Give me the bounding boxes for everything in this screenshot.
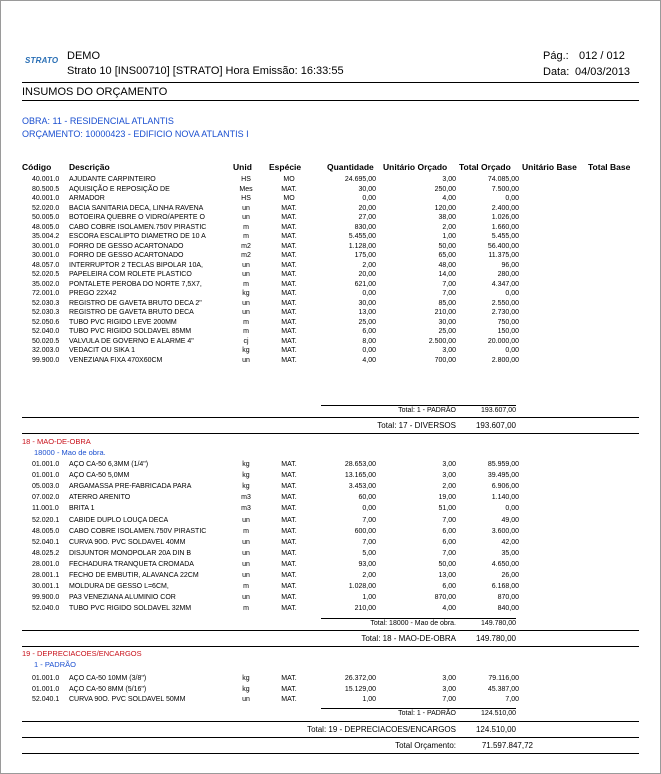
- company-name: DEMO: [67, 50, 100, 62]
- subtotal3-rule: [321, 708, 516, 709]
- table-row: 35.004.2 ESCORA ESCALIPTO DIAMETRO DE 10 A m MAT. 5.455,00 1,00 5.455,00: [32, 233, 519, 240]
- cell-codigo: 52.040.0: [32, 328, 60, 335]
- subtotal1-value: 193.607,00: [480, 407, 516, 414]
- cell-total-orcado: 7.500,00: [491, 185, 519, 193]
- cell-unitario-orcado: 7,00: [442, 516, 456, 524]
- cell-codigo: 52.020.0: [32, 204, 60, 212]
- cell-descricao: INTERRUPTOR 2 TECLAS BIPOLAR 10A,: [69, 261, 203, 269]
- cell-codigo: 50.005.0: [32, 214, 60, 221]
- cell-total-orcado: 1.140,00: [491, 494, 519, 502]
- cell-total-orcado: 2.400,00: [491, 204, 519, 212]
- cell-quantidade: 5,00: [362, 549, 376, 557]
- page-number: 012 / 012: [579, 50, 625, 62]
- cell-codigo: 01.001.0: [32, 685, 60, 693]
- cell-codigo: 52.020.5: [32, 271, 60, 278]
- cell-descricao: AÇO CA-50 6,3MM (1/4"): [69, 461, 149, 468]
- sec2-end-rule: [22, 646, 639, 647]
- total3-value: 124.510,00: [475, 725, 516, 734]
- table-row: 30.001.0 FORRO DE GESSO ACARTONADO m2 MAT. 175,00 65,00 11.375,00: [32, 252, 519, 259]
- cell-quantidade: 2,00: [362, 572, 376, 579]
- table-row: 52.020.1 CABIDE DUPLO LOUÇA DECA un MAT. 7,00 7,00 49,00: [32, 516, 519, 524]
- sec2-rule: [22, 630, 639, 631]
- cell-codigo: 48.025.2: [32, 549, 60, 557]
- cell-quantidade: 5.455,00: [348, 233, 376, 240]
- cell-quantidade: 1.128,00: [348, 242, 376, 250]
- cell-total-orcado: 3.600,00: [491, 527, 519, 535]
- cell-total-orcado: 11.375,00: [488, 252, 519, 259]
- cell-descricao: ATERRO ARENITO: [69, 494, 131, 502]
- cell-descricao: BRITA 1: [69, 505, 95, 513]
- table-row: 50.020.5 VALVULA DE GOVERNO E ALARME 4" cj MAT. 8,00 2.500,00 20.000,00: [32, 337, 519, 345]
- col-descricao: Descrição: [69, 162, 110, 172]
- cell-descricao: ESCORA ESCALIPTO DIAMETRO DE 10 A: [69, 233, 206, 240]
- cell-unitario-orcado: 38,00: [438, 214, 456, 221]
- total3-label: Total: 19 - DEPRECIACOES/ENCARGOS: [307, 725, 456, 734]
- sec3-end-rule: [22, 737, 639, 738]
- cell-total-orcado: 20.000,00: [487, 337, 519, 345]
- grand-total-rule: [22, 753, 639, 754]
- table-row: 99.900.0 VENEZIANA FIXA 470X60CM un MAT. 4,00 700,00 2.800,00: [32, 356, 519, 364]
- cell-total-orcado: 0,00: [505, 347, 519, 354]
- cell-unitario-orcado: 3,00: [442, 461, 456, 468]
- cell-codigo: 48.005.0: [32, 527, 60, 535]
- cell-quantidade: 27,00: [358, 214, 376, 221]
- cell-total-orcado: 49,00: [501, 516, 519, 524]
- cell-quantidade: 20,00: [358, 204, 376, 212]
- cell-descricao: MOLDURA DE GESSO L=6CM,: [69, 583, 169, 591]
- cell-codigo: 01.001.0: [32, 461, 60, 468]
- cell-codigo: 99.900.0: [32, 594, 60, 602]
- table-row: 28.001.1 FECHO DE EMBUTIR, ALAVANCA 22CM un MAT. 2,00 13,00 26,00: [32, 572, 519, 579]
- header-rule: [22, 82, 639, 83]
- cell-codigo: 30.001.0: [32, 252, 60, 259]
- date-value: 04/03/2013: [575, 66, 631, 78]
- cell-total-orcado: 74.085,00: [487, 176, 519, 183]
- section2-group: 18000 - Mao de obra.: [34, 448, 106, 457]
- cell-unitario-orcado: 6,00: [442, 527, 456, 535]
- cell-descricao: PAPELEIRA COM ROLETE PLASTICO: [69, 271, 192, 278]
- cell-total-orcado: 79.116,00: [488, 675, 519, 682]
- cell-total-orcado: 6.906,00: [491, 483, 519, 491]
- cell-total-orcado: 840,00: [497, 605, 519, 613]
- table-row: 48.005.0 CABO COBRE ISOLAMEN.750V PIRASTIC m MAT. 830,00 2,00 1.660,00: [32, 223, 519, 231]
- cell-unitario-orcado: 13,00: [438, 572, 456, 579]
- table-row: 30.001.1 MOLDURA DE GESSO L=6CM, m MAT. 1.028,00 6,00 6.168,00: [32, 583, 519, 591]
- date-label: Data:: [543, 66, 570, 78]
- cell-total-orcado: 35,00: [501, 549, 519, 557]
- table-row: 52.050.6 TUBO PVC RIGIDO LEVE 200MM m MAT. 25,00 30,00 750,00: [32, 318, 519, 326]
- cell-total-orcado: 0,00: [505, 195, 519, 202]
- title-rule: [22, 100, 639, 101]
- cell-total-orcado: 1.660,00: [491, 223, 519, 231]
- cell-unitario-orcado: 50,00: [438, 560, 456, 568]
- cell-codigo: 52.030.3: [32, 299, 60, 307]
- cell-descricao: REGISTRO DE GAVETA BRUTO DECA: [69, 309, 194, 316]
- cell-total-orcado: 1.026,00: [491, 214, 519, 221]
- cell-descricao: ARMADOR: [69, 195, 105, 202]
- table-row: 52.020.0 BACIA SANITARIA DECA, LINHA RAVENA un MAT. 20,00 120,00 2.400,00: [32, 204, 519, 212]
- cell-unitario-orcado: 48,00: [438, 261, 456, 269]
- cell-descricao: BOTOEIRA QUEBRE O VIDRO/APERTE O: [69, 214, 205, 221]
- cell-quantidade: 175,00: [354, 252, 376, 259]
- cell-descricao: VENEZIANA FIXA 470X60CM: [69, 356, 163, 364]
- subtotal2-label: Total: 18000 - Mao de obra.: [370, 620, 456, 627]
- cell-quantidade: 0,00: [362, 347, 376, 354]
- cell-codigo: 35.002.0: [32, 280, 60, 288]
- cell-unitario-orcado: 250,00: [434, 185, 456, 193]
- cell-descricao: FORRO DE GESSO ACARTONADO: [69, 242, 184, 250]
- grand-total-value: 71.597.847,72: [481, 741, 533, 750]
- cell-descricao: TUBO PVC RIGIDO LEVE 200MM: [69, 318, 177, 326]
- cell-unitario-orcado: 210,00: [434, 309, 456, 316]
- cell-codigo: 40.001.0: [32, 176, 60, 183]
- col-unitario-orcado: Unitário Orçado: [383, 162, 448, 172]
- cell-descricao: AÇO CA-50 8MM (5/16"): [69, 685, 147, 693]
- cell-descricao: DISJUNTOR MONOPOLAR 20A DIN B: [69, 549, 192, 557]
- cell-codigo: 07.002.0: [32, 494, 60, 502]
- table-row: 52.040.0 TUBO PVC RIGIDO SOLDAVEL 32MM m MAT. 210,00 4,00 840,00: [32, 605, 519, 613]
- section3-group: 1 - PADRÃO: [34, 660, 76, 669]
- col-unid: Unid: [233, 162, 252, 172]
- cell-unitario-orcado: 19,00: [438, 494, 456, 502]
- section2-title: 18 - MAO-DE-OBRA: [22, 437, 91, 446]
- cell-quantidade: 15.129,00: [344, 685, 376, 693]
- table-row: 32.003.0 VEDACIT OU SIKA 1 kg MAT. 0,00 3,00 0,00: [32, 347, 519, 354]
- cell-codigo: 48.057.0: [32, 261, 60, 269]
- cell-unitario-orcado: 7,00: [442, 280, 456, 288]
- cell-codigo: 32.003.0: [32, 347, 60, 354]
- cell-quantidade: 7,00: [362, 538, 376, 546]
- table-row: 52.040.1 CURVA 90O. PVC SOLDAVEL 50MM un MAT. 1,00 7,00 7,00: [32, 696, 519, 703]
- cell-codigo: 48.005.0: [32, 223, 60, 231]
- cell-descricao: VALVULA DE GOVERNO E ALARME 4": [69, 337, 194, 345]
- col-especie: Espécie: [269, 162, 302, 172]
- cell-descricao: FORRO DE GESSO ACARTONADO: [69, 252, 184, 259]
- cell-descricao: TUBO PVC RIGIDO SOLDAVEL 85MM: [69, 328, 192, 335]
- cell-quantidade: 8,00: [362, 337, 376, 345]
- cell-quantidade: 0,00: [362, 290, 376, 297]
- table-row: 72.001.0 PREGO 22X42 kg MAT. 0,00 7,00 0,00: [32, 290, 519, 297]
- cell-unitario-orcado: 30,00: [438, 318, 456, 326]
- table-row: 52.040.1 CURVA 90O. PVC SOLDAVEL 40MM un MAT. 7,00 6,00 42,00: [32, 538, 519, 546]
- cell-quantidade: 30,00: [358, 185, 376, 193]
- cell-quantidade: 30,00: [358, 299, 376, 307]
- cell-codigo: 11.001.0: [32, 505, 59, 513]
- cell-unitario-orcado: 65,00: [438, 252, 456, 259]
- table-row: 05.003.0 ARGAMASSA PRE-FABRICADA PARA kg MAT. 3.453,00 2,00 6.906,00: [32, 483, 519, 491]
- cell-unitario-orcado: 50,00: [438, 242, 456, 250]
- cell-codigo: 52.020.1: [32, 516, 60, 524]
- cell-unitario-orcado: 3,00: [442, 347, 456, 354]
- table-row: 01.001.0 AÇO CA-50 5,0MM kg MAT. 13.165,00 3,00 39.495,00: [32, 472, 519, 480]
- subtotal3-value: 124.510,00: [480, 710, 516, 717]
- cell-unitario-orcado: 4,00: [442, 195, 456, 202]
- table-row: 52.020.5 PAPELEIRA COM ROLETE PLASTICO un MAT. 20,00 14,00 280,00: [32, 271, 519, 278]
- obra-line: OBRA: 11 - RESIDENCIAL ATLANTIS: [22, 116, 174, 126]
- sec1-rule: [22, 417, 639, 418]
- cell-total-orcado: 6.168,00: [491, 583, 519, 591]
- cell-total-orcado: 7,00: [505, 696, 519, 703]
- cell-quantidade: 13.165,00: [344, 472, 376, 480]
- sec1-end-rule: [22, 433, 639, 434]
- cell-unitario-orcado: 85,00: [438, 299, 456, 307]
- col-quantidade: Quantidade: [327, 162, 374, 172]
- cell-quantidade: 2,00: [362, 261, 376, 269]
- cell-descricao: PONTALETE PEROBA DO NORTE 7,5X7,: [69, 280, 202, 288]
- grand-total-label: Total Orçamento:: [395, 741, 456, 750]
- cell-unitario-orcado: 2.500,00: [428, 337, 456, 345]
- cell-descricao: CURVA 90O. PVC SOLDAVEL 40MM: [69, 538, 186, 546]
- cell-unitario-orcado: 4,00: [442, 605, 456, 613]
- cell-descricao: CURVA 90O. PVC SOLDAVEL 50MM: [69, 696, 186, 703]
- cell-quantidade: 1,00: [362, 594, 376, 602]
- cell-unitario-orcado: 6,00: [442, 583, 456, 591]
- cell-total-orcado: 0,00: [505, 290, 519, 297]
- cell-quantidade: 6,00: [362, 328, 376, 335]
- cell-unitario-orcado: 700,00: [434, 356, 456, 364]
- cell-unitario-orcado: 3,00: [442, 176, 456, 183]
- cell-unitario-orcado: 7,00: [442, 696, 456, 703]
- cell-codigo: 99.900.0: [32, 356, 60, 364]
- cell-total-orcado: 280,00: [497, 271, 519, 278]
- col-total-orcado: Total Orçado: [459, 162, 511, 172]
- subtotal1-rule: [321, 405, 516, 406]
- cell-codigo: 35.004.2: [32, 233, 60, 240]
- cell-descricao: CABO COBRE ISOLAMEN.750V PIRASTIC: [69, 527, 207, 535]
- cell-descricao: CABIDE DUPLO LOUÇA DECA: [69, 516, 169, 524]
- cell-unitario-orcado: 51,00: [438, 505, 456, 513]
- cell-quantidade: 26.372,00: [344, 675, 376, 682]
- cell-codigo: 52.040.1: [32, 696, 60, 703]
- table-row: 40.001.0 ARMADOR HS MO 0,00 4,00 0,00: [32, 195, 519, 202]
- total1-value: 193.607,00: [475, 421, 516, 430]
- table-row: 48.057.0 INTERRUPTOR 2 TECLAS BIPOLAR 10A, un MAT. 2,00 48,00 96,00: [32, 261, 519, 269]
- table-row: 35.002.0 PONTALETE PEROBA DO NORTE 7,5X7, m MAT. 621,00 7,00 4.347,00: [32, 280, 519, 288]
- cell-codigo: 28.001.0: [32, 560, 60, 568]
- cell-descricao: PA3 VENEZIANA ALUMINIO COR: [69, 594, 176, 602]
- table-row: 80.500.5 AQUISIÇÃO E REPOSIÇÃO DE Mes MAT. 30,00 250,00 7.500,00: [32, 185, 519, 193]
- cell-codigo: 40.001.0: [32, 195, 60, 202]
- cell-descricao: TUBO PVC RIGIDO SOLDAVEL 32MM: [69, 605, 192, 613]
- cell-descricao: AQUISIÇÃO E REPOSIÇÃO DE: [69, 185, 170, 193]
- cell-total-orcado: 45.387,00: [487, 685, 519, 693]
- cell-descricao: PREGO 22X42: [69, 290, 117, 297]
- cell-quantidade: 20,00: [358, 271, 376, 278]
- cell-total-orcado: 4.650,00: [491, 560, 519, 568]
- cell-total-orcado: 4.347,00: [491, 280, 519, 288]
- subtotal2-value: 149.780,00: [480, 620, 516, 627]
- cell-quantidade: 210,00: [354, 605, 376, 613]
- cell-unitario-orcado: 3,00: [442, 675, 456, 682]
- cell-codigo: 30.001.0: [32, 242, 60, 250]
- cell-unitario-orcado: 2,00: [442, 483, 456, 491]
- cell-total-orcado: 26,00: [501, 572, 519, 579]
- cell-codigo: 50.020.5: [32, 337, 60, 345]
- table-row: 50.005.0 BOTOEIRA QUEBRE O VIDRO/APERTE O un MAT. 27,00 38,00 1.026,00: [32, 214, 519, 221]
- cell-total-orcado: 42,00: [501, 538, 519, 546]
- subtotal2-rule: [321, 618, 516, 619]
- cell-total-orcado: 150,00: [497, 328, 519, 335]
- cell-unitario-orcado: 120,00: [434, 204, 456, 212]
- page-label: Pág.:: [543, 50, 569, 62]
- cell-codigo: 52.040.0: [32, 605, 60, 613]
- cell-codigo: 72.001.0: [32, 290, 60, 297]
- cell-quantidade: 830,00: [354, 223, 376, 231]
- cell-unitario-orcado: 3,00: [442, 472, 456, 480]
- table-row: 52.030.3 REGISTRO DE GAVETA BRUTO DECA 2" un MAT. 30,00 85,00 2.550,00: [32, 299, 519, 307]
- cell-codigo: 52.050.6: [32, 318, 60, 326]
- cell-descricao: FECHO DE EMBUTIR, ALAVANCA 22CM: [69, 572, 199, 579]
- subtotal3-label: Total: 1 - PADRÃO: [398, 710, 456, 717]
- report-title: INSUMOS DO ORÇAMENTO: [22, 86, 168, 98]
- table-row: 52.040.0 TUBO PVC RIGIDO SOLDAVEL 85MM m MAT. 6,00 25,00 150,00: [32, 328, 519, 335]
- total2-label: Total: 18 - MAO-DE-OBRA: [361, 634, 456, 643]
- cell-descricao: FECHADURA TRANQUETA CROMADA: [69, 560, 194, 568]
- cell-descricao: AÇO CA-50 10MM (3/8"): [69, 675, 147, 682]
- section3-title: 19 - DEPRECIACOES/ENCARGOS: [22, 649, 142, 658]
- cell-quantidade: 1.028,00: [348, 583, 376, 591]
- cell-quantidade: 1,00: [362, 696, 376, 703]
- table-row: 01.001.0 AÇO CA-50 8MM (5/16") kg MAT. 15.129,00 3,00 45.387,00: [32, 685, 519, 693]
- cell-quantidade: 93,00: [358, 560, 376, 568]
- col-codigo: Código: [22, 162, 52, 172]
- cell-quantidade: 600,00: [354, 527, 376, 535]
- cell-codigo: 01.001.0: [32, 472, 60, 480]
- cell-unitario-orcado: 7,00: [442, 290, 456, 297]
- cell-quantidade: 60,00: [358, 494, 376, 502]
- orcamento-line: ORÇAMENTO: 10000423 - EDIFICIO NOVA ATLANTIS I: [22, 129, 249, 139]
- cell-quantidade: 0,00: [362, 195, 376, 202]
- cell-descricao: BACIA SANITARIA DECA, LINHA RAVENA: [69, 204, 204, 212]
- cell-total-orcado: 85.959,00: [487, 461, 519, 468]
- cell-total-orcado: 750,00: [497, 318, 519, 326]
- cell-unitario-orcado: 870,00: [434, 594, 456, 602]
- cell-quantidade: 4,00: [362, 356, 376, 364]
- cell-quantidade: 0,00: [362, 505, 376, 513]
- cell-total-orcado: 96,00: [501, 261, 519, 269]
- cell-quantidade: 7,00: [362, 516, 376, 524]
- cell-codigo: 30.001.1: [32, 583, 60, 591]
- col-unitario-base: Unitário Base: [522, 162, 577, 172]
- col-total-base: Total Base: [588, 162, 631, 172]
- cell-descricao: AJUDANTE CARPINTEIRO: [69, 176, 156, 183]
- cell-unitario-orcado: 2,00: [442, 223, 456, 231]
- table-row: 52.030.3 REGISTRO DE GAVETA BRUTO DECA un MAT. 13,00 210,00 2.730,00: [32, 309, 519, 316]
- cell-total-orcado: 2.800,00: [491, 356, 519, 364]
- cell-descricao: ARGAMASSA PRE-FABRICADA PARA: [69, 483, 192, 491]
- cell-codigo: 52.040.1: [32, 538, 60, 546]
- cell-descricao: REGISTRO DE GAVETA BRUTO DECA 2": [69, 299, 202, 307]
- cell-unitario-orcado: 3,00: [442, 685, 456, 693]
- table-row: 48.025.2 DISJUNTOR MONOPOLAR 20A DIN B un MAT. 5,00 7,00 35,00: [32, 549, 519, 557]
- table-row: 01.001.0 AÇO CA-50 6,3MM (1/4") kg MAT. 28.653,00 3,00 85.959,00: [32, 461, 519, 468]
- cell-unitario-orcado: 25,00: [438, 328, 456, 335]
- subtotal1-label: Total: 1 - PADRÃO: [398, 407, 456, 414]
- cell-quantidade: 3.453,00: [348, 483, 376, 491]
- cell-quantidade: 621,00: [354, 280, 376, 288]
- cell-quantidade: 13,00: [358, 309, 376, 316]
- cell-unitario-orcado: 1,00: [442, 233, 456, 240]
- cell-total-orcado: 2.550,00: [491, 299, 519, 307]
- cell-unitario-orcado: 14,00: [438, 271, 456, 278]
- cell-codigo: 01.001.0: [32, 675, 60, 682]
- cell-codigo: 80.500.5: [32, 185, 60, 193]
- cell-total-orcado: 870,00: [497, 594, 519, 602]
- cell-total-orcado: 5.455,00: [491, 233, 519, 240]
- cell-unitario-orcado: 6,00: [442, 538, 456, 546]
- cell-total-orcado: 56.400,00: [487, 242, 519, 250]
- sec3-rule: [22, 721, 639, 722]
- cell-descricao: AÇO CA-50 5,0MM: [69, 472, 130, 480]
- table-row: 99.900.0 PA3 VENEZIANA ALUMINIO COR un MAT. 1,00 870,00 870,00: [32, 594, 519, 602]
- table-row: 40.001.0 AJUDANTE CARPINTEIRO HS MO 24.695,00 3,00 74.085,00: [32, 176, 519, 183]
- table-row: 11.001.0 BRITA 1 m3 MAT. 0,00 51,00 0,00: [32, 505, 519, 513]
- cell-total-orcado: 39.495,00: [487, 472, 519, 480]
- total1-label: Total: 17 - DIVERSOS: [377, 421, 456, 430]
- cell-codigo: 05.003.0: [32, 483, 60, 491]
- cell-unitario-orcado: 7,00: [442, 549, 456, 557]
- table-row: 07.002.0 ATERRO ARENITO m3 MAT. 60,00 19,00 1.140,00: [32, 494, 519, 502]
- cell-total-orcado: 0,00: [505, 505, 519, 513]
- table-row: 28.001.0 FECHADURA TRANQUETA CROMADA un MAT. 93,00 50,00 4.650,00: [32, 560, 519, 568]
- cell-descricao: CABO COBRE ISOLAMEN.750V PIRASTIC: [69, 223, 207, 231]
- cell-descricao: VEDACIT OU SIKA 1: [69, 347, 136, 354]
- cell-quantidade: 24.695,00: [344, 176, 376, 183]
- total2-value: 149.780,00: [475, 634, 516, 643]
- table-row: 48.005.0 CABO COBRE ISOLAMEN.750V PIRASTIC m MAT. 600,00 6,00 3.600,00: [32, 527, 519, 535]
- report-subtitle: Strato 10 [INS00710] [STRATO] Hora Emissão: 16:33:55: [67, 65, 344, 77]
- cell-codigo: 28.001.1: [32, 572, 60, 579]
- cell-quantidade: 25,00: [358, 318, 376, 326]
- cell-codigo: 52.030.3: [32, 309, 60, 316]
- cell-quantidade: 28.653,00: [344, 461, 376, 468]
- cell-total-orcado: 2.730,00: [491, 309, 519, 316]
- strato-logo: STRATO: [25, 56, 59, 65]
- table-row: 30.001.0 FORRO DE GESSO ACARTONADO m2 MAT. 1.128,00 50,00 56.400,00: [32, 242, 519, 250]
- table-row: 01.001.0 AÇO CA-50 10MM (3/8") kg MAT. 26.372,00 3,00 79.116,00: [32, 675, 519, 682]
